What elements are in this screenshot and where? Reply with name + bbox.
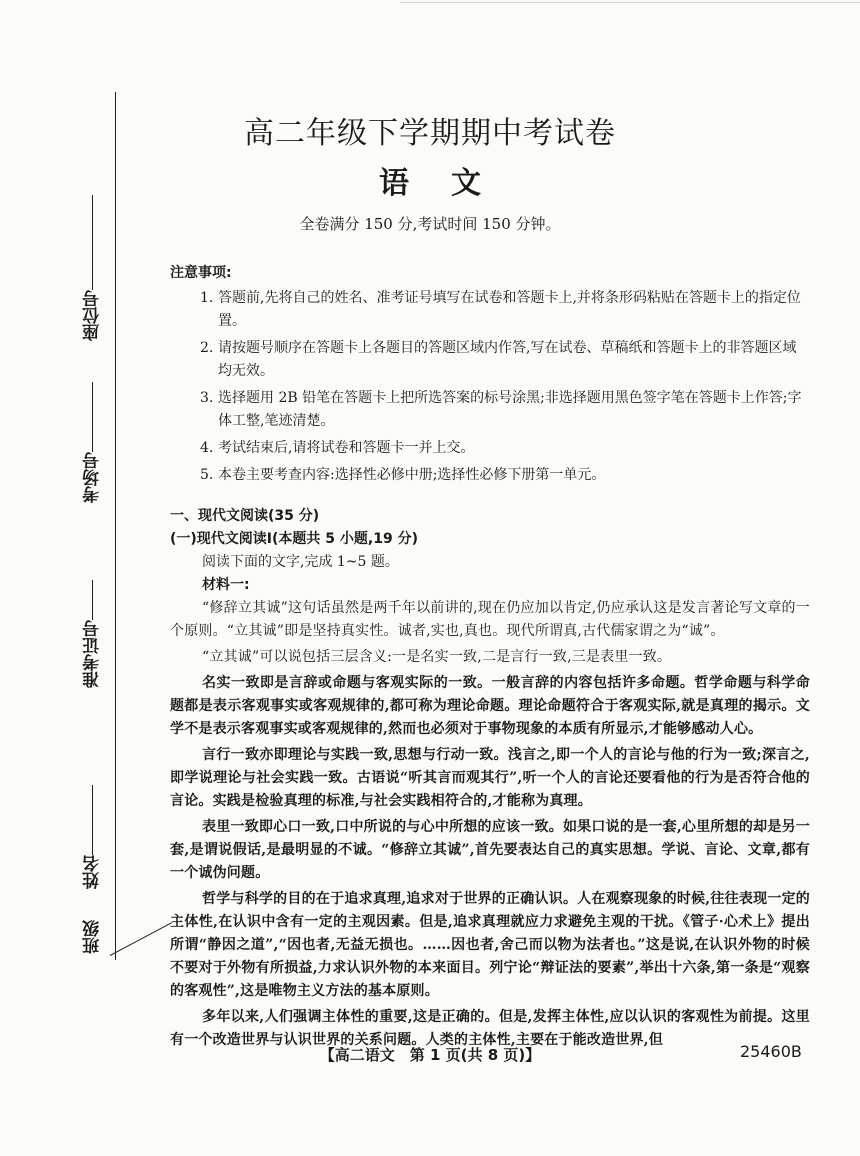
section-heading: 一、现代文阅读(35 分) [170, 508, 320, 524]
class-label: 班级 [82, 920, 103, 954]
name-label: 姓名 [82, 855, 103, 889]
class-field[interactable] [72, 920, 112, 954]
material-label: 材料一: [202, 577, 250, 593]
seat-number-label: 座位号 [82, 290, 103, 341]
name-field[interactable] [72, 785, 112, 889]
room-number-field[interactable] [72, 382, 112, 503]
notice-num: 2. [200, 340, 214, 356]
notice-text: 请按题号顺序在答题卡上各题目的答题区域内作答,写在试卷、草稿纸和答题卡上的非答题区域均无效。 [218, 340, 797, 379]
scan-edge-line [400, 2, 860, 3]
notice-num: 3. [200, 390, 214, 406]
score-note: 全卷满分 150 分,考试时间 150 分钟。 [299, 215, 561, 233]
room-number-label: 考场号 [82, 452, 103, 503]
passage-paragraph: 多年以来,人们强调主体性的重要,这是正确的。但是,发挥主体性,应以认识的客观性为前提。这里有一个改造世界与认识世界的关系问题。人类的主体性,主要在于能改造世界,但 [170, 1009, 810, 1048]
exam-subject: 语文 [379, 166, 523, 201]
name-blank[interactable] [92, 785, 93, 855]
passage-paragraph: “修辞立其诚”这句话虽然是两千年以前讲的,现在仍应加以肯定,仍应承认这是发言著论写文章的一个原则。“立其诚”即是坚持真实性。诚者,实也,真也。现代所谓真,古代儒家谓之为“诚”。 [170, 600, 810, 639]
reading-instruction: 阅读下面的文字,完成 1~5 题。 [202, 554, 399, 570]
admission-number-blank[interactable] [92, 580, 93, 620]
passage-paragraph: 表里一致即心口一致,口中所说的与心中所想的应该一致。如果口说的是一套,心里所想的却是另一套,是谓说假话,是最明显的不诚。“修辞立其诚”,首先要表达自己的真实思想。学说、言论、文章,都有一个诚伪问题。 [170, 819, 810, 881]
admission-number-label: 准考证号 [82, 620, 103, 688]
notice-item [170, 464, 810, 487]
seat-number-blank[interactable] [92, 195, 93, 290]
notice-text: 考试结束后,请将试卷和答题卡一并上交。 [218, 440, 475, 456]
passage-paragraph: “立其诚”可以说包括三层含义:一是名实一致,二是言行一致,三是表里一致。 [202, 649, 672, 665]
notice-heading: 注意事项: [170, 265, 232, 281]
passage-paragraph: 言行一致亦即理论与实践一致,思想与行动一致。浅言之,即一个人的言论与他的行为一致;深言之,即学说理论与社会实践一致。古语说“听其言而观其行”,听一个人的言论还要看他的行为是否符合他的言论。实践是检验真理的标准,与社会实践相符合的,才能称为真理。 [170, 747, 810, 809]
exam-title: 高二年级下学期期中考试卷 [244, 116, 616, 151]
exam-content [170, 262, 810, 1055]
notice-num: 5. [200, 467, 214, 483]
notice-text: 本卷主要考查内容:选择性必修中册;选择性必修下册第一单元。 [218, 467, 606, 483]
room-number-blank[interactable] [92, 382, 93, 452]
passage-paragraph: 名实一致即是言辞或命题与客观实际的一致。一般言辞的内容包括许多命题。哲学命题与科学命题都是表示客观事实或客观规律的,都可称为理论命题。理论命题符合于客观实际,就是真理的揭示。文学不是表示客观事实或客观规律的,然而也必须对于事物现象的本质有所显示,才能够感动人心。 [170, 675, 810, 737]
admission-number-field[interactable] [72, 580, 112, 688]
notice-item [170, 437, 810, 460]
notice-num: 4. [200, 440, 214, 456]
notice-text: 答题前,先将自己的姓名、准考证号填写在试卷和答题卡上,并将条形码粘贴在答题卡上的指定位置。 [218, 290, 801, 329]
notice-text: 选择题用 2B 铅笔在答题卡上把所选答案的标号涂黑;非选择题用黑色签字笔在答题卡上作答;字体工整,笔迹清楚。 [218, 390, 802, 429]
paper-code: 25460B [740, 1042, 802, 1061]
notice-item [170, 287, 810, 333]
passage-paragraph: 哲学与科学的目的在于追求真理,追求对于世界的正确认识。人在观察现象的时候,往往表现一定的主体性,在认识中含有一定的主观因素。但是,追求真理就应力求避免主观的干扰。《管子·心术上》提出所谓“静因之道”,“因也者,无益无损也。……因也者,舍己而以物为法者也。”这是说,在认识外物的时候不要对于外物有所损益,力求认识外物的本来面目。列宁论“辩证法的要素”,举出十六条,第一条是“观察的客观性”,这是唯物主义方法的基本原则。 [170, 891, 810, 999]
binding-slant-line [110, 922, 172, 956]
page-footer: 【高二语文 第 1 页(共 8 页)】 [319, 1046, 541, 1064]
notice-num: 1. [200, 290, 214, 306]
notice-item [170, 337, 810, 383]
notice-item [170, 387, 810, 433]
subsection-heading: (一)现代文阅读Ⅰ(本题共 5 小题,19 分) [170, 531, 418, 547]
